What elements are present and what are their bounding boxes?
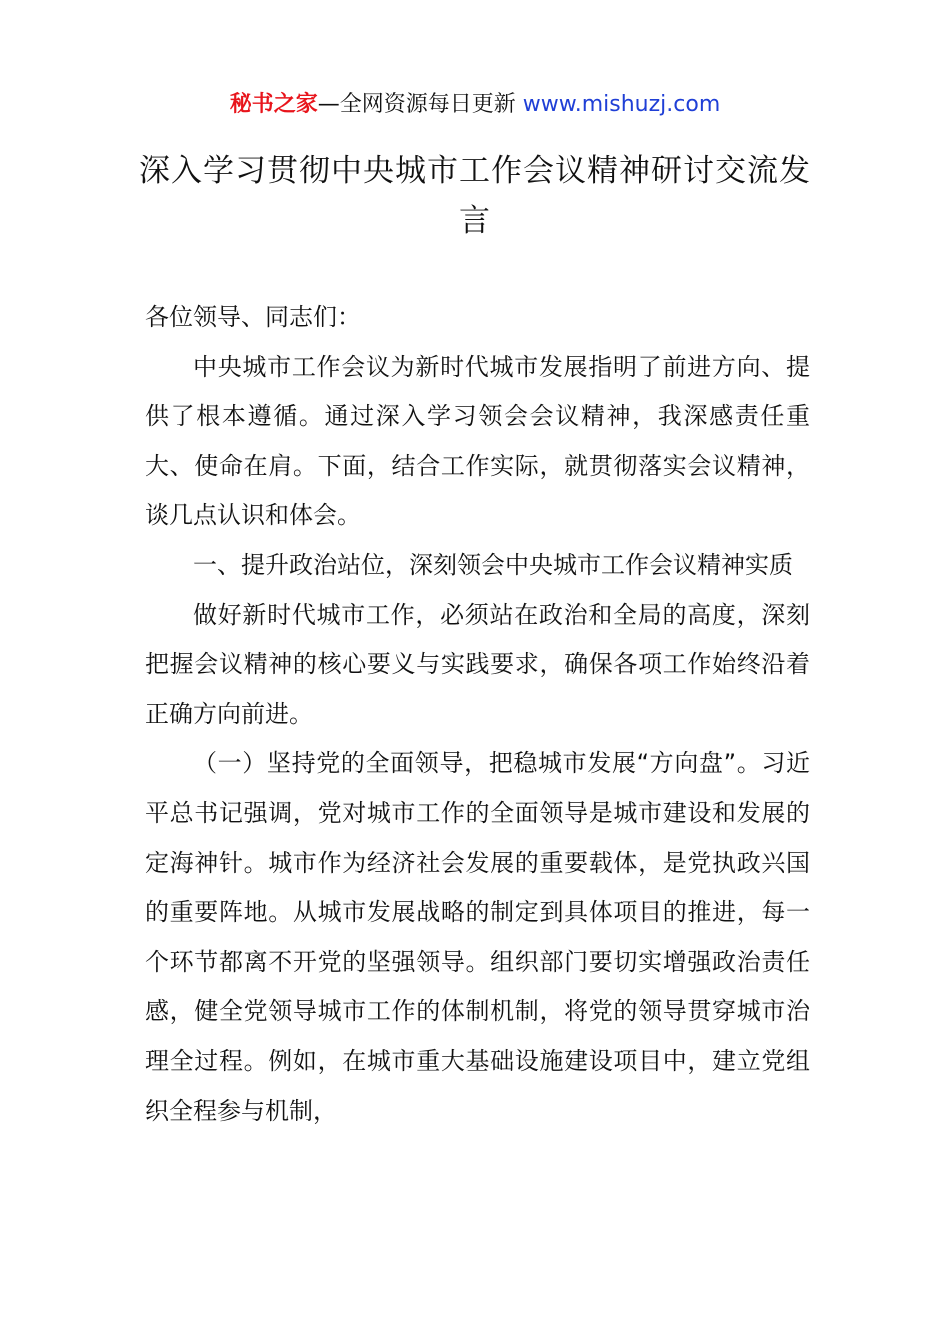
header-tagline: —全网资源每日更新	[317, 92, 523, 117]
paragraph-subsection-1: （一）坚持党的全面领导，把稳城市发展“方向盘”。习近平总书记强调，党对城市工作的全面领导是城市建设和发展的定海神针。城市作为经济社会发展的重要载体，是党执政兴国的重要阵地。从城市发展战略的制定到具体项目的推进，每一个环节都离不开党的坚强领导。组织部门要切实增强政治责任感，健全党领导城市工作的体制机制，将党的领导贯穿城市治理全过程。例如，在城市重大基础设施建设项目中，建立党组织全程参与机制，	[145, 749, 810, 1125]
document-title: 深入学习贯彻中央城市工作会议精神研讨交流发言	[139, 153, 811, 239]
salutation: 各位领导、同志们：	[145, 303, 361, 331]
page-header	[0, 88, 950, 122]
paragraph-intro: 中央城市工作会议为新时代城市发展指明了前进方向、提供了根本遵循。通过深入学习领会会议精神，我深感责任重大、使命在肩。下面，结合工作实际，就贯彻落实会议精神，谈几点认识和体会。	[145, 352, 810, 530]
section-heading-1: 一、提升政治站位，深刻领会中央城市工作会议精神实质	[193, 550, 793, 579]
document-body	[145, 293, 810, 1136]
paragraph-section-1: 做好新时代城市工作，必须站在政治和全局的高度，深刻把握会议精神的核心要义与实践要求，确保各项工作始终沿着正确方向前进。	[145, 600, 810, 728]
site-url[interactable]: www.mishuzj.com	[522, 92, 721, 117]
brand-name: 秘书之家	[229, 92, 318, 117]
